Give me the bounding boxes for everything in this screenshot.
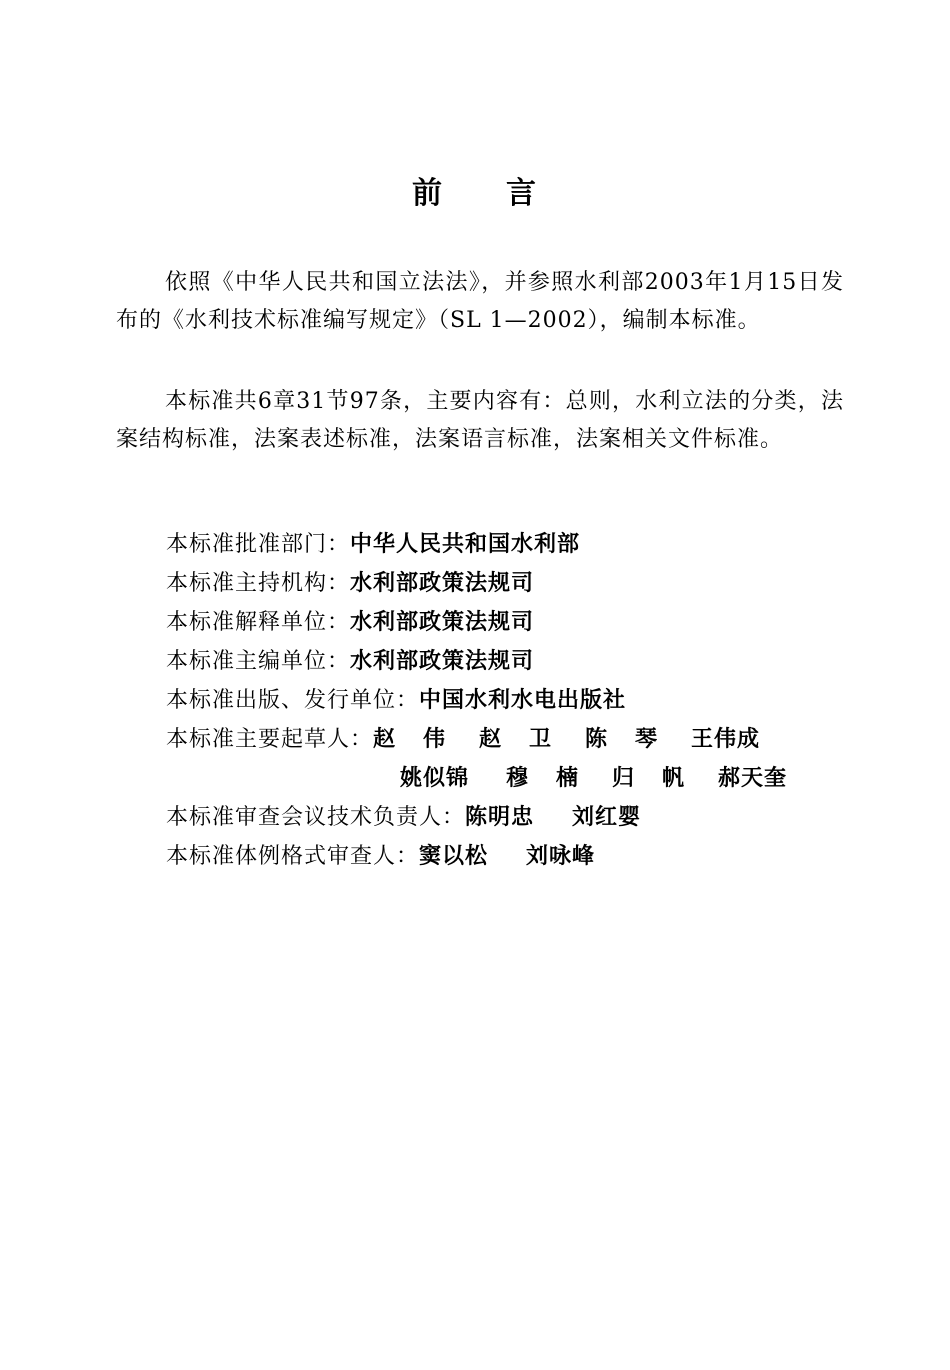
drafters-row-2 — [166, 759, 866, 798]
drafter-name: 郝天奎 — [718, 766, 788, 791]
drafters-names-2 — [400, 759, 787, 798]
reviewers-label: 本标准审查会议技术负责人： — [166, 805, 466, 830]
approval-label: 本标准批准部门： — [166, 532, 351, 557]
editor-row — [166, 642, 866, 681]
approval-row — [166, 525, 866, 564]
format-reviewer-name: 窦以松 — [419, 844, 489, 869]
editor-label: 本标准主编单位： — [166, 649, 351, 674]
approval-value: 中华人民共和国水利部 — [350, 532, 581, 557]
title-char-1: 前 — [412, 176, 444, 211]
interpret-row — [166, 603, 866, 642]
drafter-name: 赵卫 — [479, 727, 580, 752]
drafters-row-1 — [166, 720, 866, 759]
host-row — [166, 564, 866, 603]
info-block — [166, 525, 866, 876]
format-reviewers-names — [419, 837, 595, 876]
drafters-label: 本标准主要起草人： — [166, 727, 374, 752]
publisher-label: 本标准出版、发行单位： — [166, 688, 420, 713]
drafter-name: 归帆 — [612, 766, 713, 791]
publisher-row — [166, 681, 866, 720]
reviewer-name: 刘红婴 — [572, 805, 642, 830]
page-title — [0, 168, 950, 212]
drafter-name: 赵伟 — [373, 727, 474, 752]
drafter-name: 陈琴 — [585, 727, 686, 752]
reviewer-name: 陈明忠 — [465, 805, 535, 830]
host-value: 水利部政策法规司 — [350, 571, 535, 596]
format-reviewers-row — [166, 837, 866, 876]
reviewers-row — [166, 798, 866, 837]
interpret-value: 水利部政策法规司 — [350, 610, 535, 635]
title-char-2: 言 — [506, 176, 538, 211]
drafter-name: 穆楠 — [506, 766, 607, 791]
paragraph-content: 本标准共6章31节97条，主要内容有：总则，水利立法的分类，法案结构标准，法案表述标准，法案语言标准，法案相关文件标准。 — [116, 389, 844, 452]
drafter-name: 王伟成 — [691, 727, 761, 752]
interpret-label: 本标准解释单位： — [166, 610, 351, 635]
drafter-name: 姚似锦 — [400, 766, 470, 791]
reviewers-names — [465, 798, 641, 837]
paragraph-basis: 依照《中华人民共和国立法法》，并参照水利部2003年1月15日发布的《水利技术标准编写规定》（SL 1—2002），编制本标准。 — [116, 270, 844, 333]
drafters-names-1 — [373, 720, 760, 759]
format-reviewers-label: 本标准体例格式审查人： — [166, 844, 420, 869]
publisher-value: 中国水利水电出版社 — [419, 688, 627, 713]
host-label: 本标准主持机构： — [166, 571, 351, 596]
editor-value: 水利部政策法规司 — [350, 649, 535, 674]
format-reviewer-name: 刘咏峰 — [526, 844, 596, 869]
